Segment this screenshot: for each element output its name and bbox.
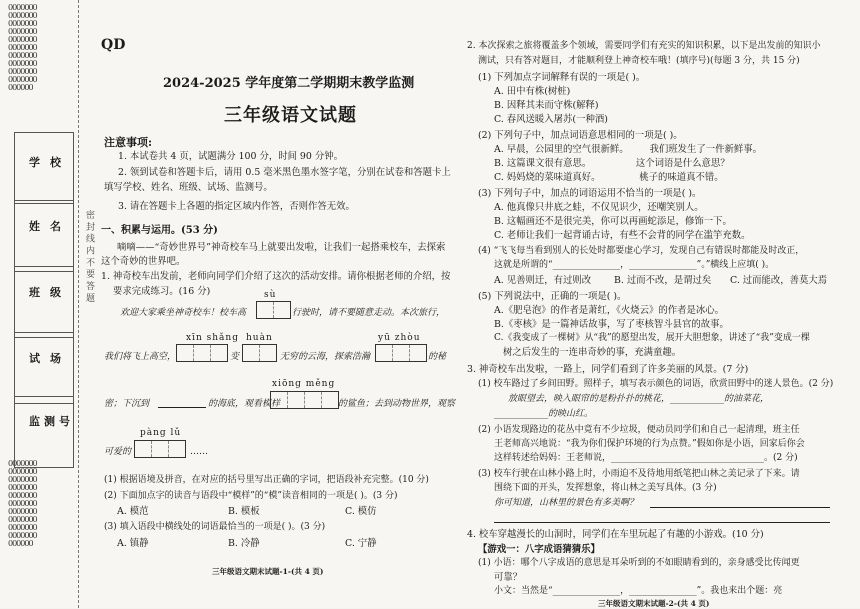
r1-opt-c[interactable]: C. 春风送暖入屠苏(一种酒) (494, 114, 608, 125)
t2-line-2: 王老师高兴地说：“我为你们保护环境的行为点赞。”假如你是小语，回家后你会 (494, 439, 805, 449)
room-field[interactable] (14, 332, 74, 404)
g1-line-2: 可靠？ (494, 572, 523, 583)
pinyin-1: sù (264, 290, 277, 300)
g1-line-1: (1) 小语：哪个八字成语的意思是耳朵听到的不如眼睛看到的，亲身感受比传闻更 (478, 558, 800, 568)
answer-grid-1[interactable] (256, 301, 291, 319)
decorative-circles-top: 0000000000000000000000000000000000000000000000000000000000000000000000000000 (8, 4, 37, 92)
page-footer-left: 三年级语文期末试题-1-(共 4 页) (212, 567, 324, 576)
r2-question: (2) 下列句子中，加点词语意思相同的一项是( )。 (478, 130, 683, 141)
r4-opt-a[interactable]: A. 见善则迁，有过则改 (494, 275, 592, 286)
section1-intro-1: 嘀嘀——“奇妙世界号”神奇校车马上就要出发啦，让我们一起搭乘校车，去探索 (117, 242, 446, 253)
t1-line-3: ____________的映山红。 (494, 409, 594, 419)
r5-opt-a[interactable]: A.《肥皂泡》的作者是萧红，《火烧云》的作者是冰心。 (494, 305, 725, 316)
t2-line-3: 这样转述给妈妈：王老师说，__________________________________。(2 分) (494, 453, 798, 463)
t1-line-1: (1) 校车路过了乡间田野。照样子，填写表示颜色的词语，欣赏田野中的迷人景色。(2 分) (478, 379, 834, 389)
pinyin-4: yū zhòu (378, 333, 421, 343)
r2-opt-c[interactable]: C. 妈妈烧的菜味道真好。 桃子的味道真不错。 (494, 172, 724, 183)
name-label: 姓名 (29, 220, 71, 233)
subq-3: (3) 填入语段中横线处的词语最恰当的一项是( )。(3 分) (104, 522, 326, 532)
subq-3-opt-c[interactable]: C. 宁静 (345, 538, 377, 549)
class-field[interactable] (14, 266, 74, 338)
writing-line-1[interactable] (650, 507, 830, 508)
notice-line-1: 1. 本试卷共 4 页，试题满分 100 分，时间 90 分钟。 (118, 151, 343, 162)
t2-line-1: (2) 小语发现路边的花丛中竟有不少垃圾，便动员同学们和自己一起清理，班主任 (478, 425, 800, 435)
class-label: 班级 (29, 286, 71, 299)
subq-2-opt-a[interactable]: A. 模范 (117, 506, 149, 517)
r1-question: (1) 下列加点字词解释有误的一项是( )。 (478, 72, 646, 83)
q2-line-1: 2. 本次探索之旅将覆盖多个领域，需要同学们有充实的知识积累，以下是出发前的知识小 (467, 41, 821, 51)
passage-line-4b: …… (190, 447, 208, 457)
notice-title: 注意事项: (104, 136, 153, 149)
q4-title: 4. 校车穿越漫长的山洞时，同学们在车里玩起了有趣的小游戏。(10 分) (467, 529, 764, 540)
r4-opt-c[interactable]: C. 过而能改，善莫大焉 (730, 275, 828, 286)
q2-line-2: 测试，只有答对题目，才能顺利登上神奇校车哦！(填序号)(每题 3 分，共 15 分) (478, 56, 800, 66)
r3-opt-c[interactable]: C. 老师让我们一起背诵古诗，有些不会背的同学在滥竽充数。 (494, 230, 751, 241)
r5-opt-b[interactable]: B.《枣核》是一篇神话故事，写了枣核智斗县官的故事。 (494, 319, 729, 330)
r3-opt-b[interactable]: B. 这幅画还不是很完美，你可以再画蛇添足，修饰一下。 (494, 216, 732, 227)
section1-intro-2: 这个奇妙的世界吧。 (101, 256, 186, 267)
writing-line-2[interactable] (494, 522, 830, 523)
q1-line-2: 要求完成练习。(16 分) (113, 286, 211, 297)
decorative-circles-bottom: 0000000000000000000000000000000000000000000000000000000000000000000000000000 (8, 460, 37, 548)
answer-grid-3[interactable] (242, 344, 277, 362)
game-title: 【游戏一：八字成语猜猜乐】 (478, 544, 600, 555)
pinyin-3: huàn (246, 333, 273, 343)
exam-subtitle: 三年级语文试题 (224, 105, 357, 126)
r3-opt-a[interactable]: A. 他真像只井底之蛙，不仅见识少，还嘲笑别人。 (494, 202, 704, 213)
subq-2-opt-b[interactable]: B. 模板 (228, 506, 260, 517)
subq-3-opt-b[interactable]: B. 冷静 (228, 538, 260, 549)
passage-line-3a: 密；下沉到 (104, 399, 150, 409)
passage-line-2b: 变 (230, 352, 240, 362)
r5-question: (5) 下列说法中，正确的一项是( )。 (478, 291, 627, 302)
passage-line-2c: 无穷的云海，探索浩瀚 (280, 352, 371, 362)
r3-question: (3) 下列句子中，加点的词语运用不恰当的一项是( )。 (478, 188, 702, 199)
school-label: 学校 (29, 156, 71, 169)
subq-2-opt-c[interactable]: C. 模仿 (345, 506, 377, 517)
subq-1: (1) 根据语境及拼音，在对应的括号里写出正确的字词，把语段补充完整。(10 分) (104, 475, 429, 485)
passage-line-1a: 欢迎大家乘坐神奇校车！校车高 (120, 308, 247, 318)
passage-line-2d: 的秘 (428, 352, 447, 362)
name-field[interactable] (14, 200, 74, 272)
seal-notice: 密 封 线 内 不 要 答 题 (84, 210, 94, 303)
g1-line-3: 小文：当然是“_______________，_______________”。我也来出个题：亮 (494, 586, 783, 596)
r1-opt-b[interactable]: B. 因释其耒而守株(解释) (494, 100, 599, 111)
q1-line-1: 1. 神奇校车出发前，老师向同学们介绍了这次的活动安排。请你根据老师的介绍，按 (101, 271, 451, 282)
r2-opt-b[interactable]: B. 这篇课文很有意思。 这个词语是什么意思？ (494, 158, 730, 169)
r4-opt-b[interactable]: B. 过而不改，是谓过矣 (614, 275, 712, 286)
t1-line-2: 放眼望去，映入眼帘的是粉扑扑的桃花，____________的油菜花， (508, 394, 770, 404)
answer-grid-6[interactable] (134, 440, 186, 458)
subq-2: (2) 下面加点字的读音与语段中“模样”的“模”读音相同的一项是( )。(3 分) (104, 491, 398, 501)
r1-opt-a[interactable]: A. 田中有株(树桩) (494, 86, 571, 97)
blank-line-1[interactable] (158, 407, 206, 408)
pinyin-6: pàng lǔ (140, 428, 182, 438)
r4-line-2: 这就是所谓的“_______________，_______________”。”横线上应填( )。 (494, 260, 775, 270)
r4-line-1: (4) “飞飞每当看到别人的长处时都要虚心学习，发现自己有错误时都能及时改正， (478, 246, 805, 256)
id-label: 监测号 (29, 415, 74, 428)
r2-opt-a[interactable]: A. 早晨，公园里的空气很新鲜。 我们班发生了一件新鲜事。 (494, 144, 762, 155)
notice-line-2: 2. 领到试卷和答题卡后，请用 0.5 毫米黑色墨水签字笔，分别在试卷和答题卡上 (118, 167, 451, 178)
passage-line-3c: 的鲨鱼；去到动物世界，观察 (338, 399, 456, 409)
notice-line-4: 3. 请在答题卡上各题的指定区域内作答，否则作答无效。 (118, 201, 355, 212)
t3-line-1: (3) 校车行驶在山林小路上时，小雨迫不及待地用纸笔把山林之美记录了下来。请 (478, 469, 800, 479)
room-label: 试场 (29, 352, 71, 365)
pinyin-5: xiōng měng (272, 379, 336, 389)
id-field[interactable] (14, 396, 74, 468)
answer-grid-4[interactable] (375, 344, 427, 362)
notice-line-3: 填写学校、姓名、班级、试场、监测号。 (104, 182, 273, 193)
r5-opt-c-2: 树之后发生的一连串奇妙的事，充满童趣。 (494, 347, 682, 358)
passage-line-4a: 可爱的 (104, 447, 132, 457)
answer-grid-5[interactable] (270, 391, 339, 409)
passage-line-3b: 的海底，观看模样 (208, 399, 281, 409)
q3-title: 3. 神奇校车出发啦，一路上，同学们看到了许多美丽的风景。(7 分) (467, 364, 749, 375)
t3-line-2: 围绕下面的开头，发挥想象，将山林之美写具体。(3 分) (494, 483, 717, 493)
section1-title: 一、积累与运用。(53 分) (101, 225, 218, 236)
t3-line-3: 你可知道，山林里的景色有多美啊？ (494, 498, 639, 508)
subq-3-opt-a[interactable]: A. 镇静 (117, 538, 149, 549)
exam-title: 2024-2025 学年度第二学期期末教学监测 (163, 76, 415, 91)
pinyin-2: xīn shǎng (186, 333, 239, 343)
binding-margin (0, 0, 79, 608)
answer-grid-2[interactable] (176, 344, 228, 362)
passage-line-1b: 行驶时，请不要随意走动。本次旅行， (292, 308, 446, 318)
page-footer-right: 三年级语文期末试题-2-(共 4 页) (598, 599, 710, 608)
passage-line-2a: 我们将飞上高空， (104, 352, 177, 362)
paper-code: QD (101, 37, 126, 53)
r5-opt-c-1[interactable]: C.《我变成了一棵树》从“我”的愿望出发，展开大胆想象，讲述了“我”变成一棵 (494, 333, 810, 343)
